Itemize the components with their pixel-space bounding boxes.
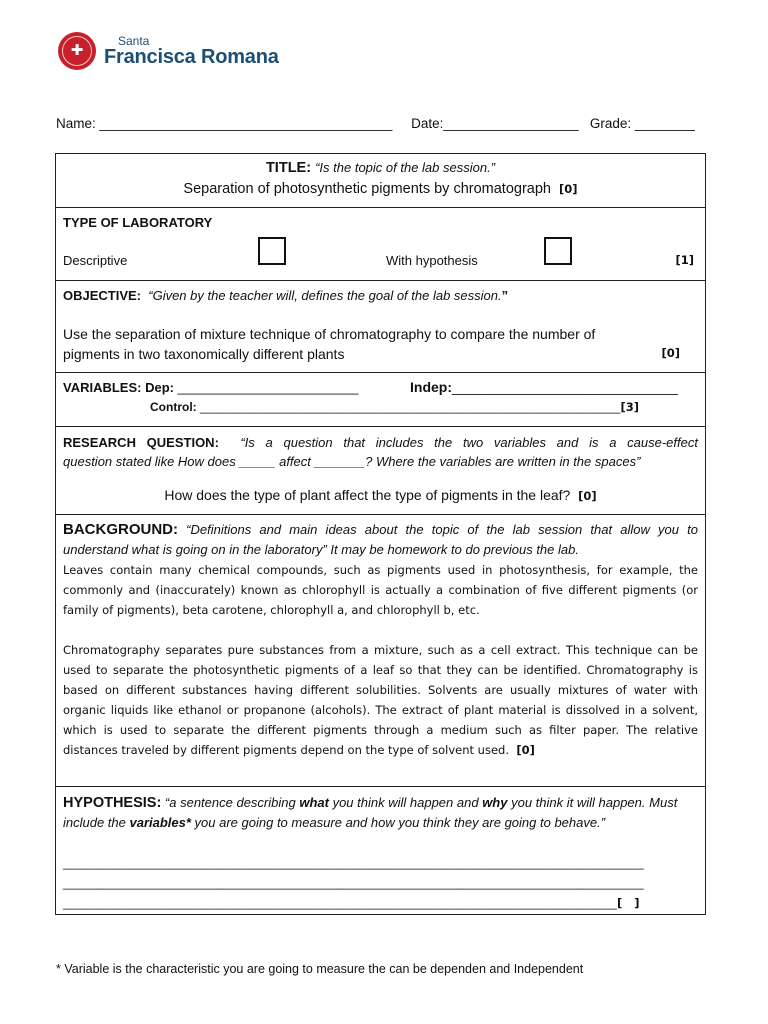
- title-hint: “Is the topic of the lab session.”: [315, 160, 496, 175]
- student-info-line: [56, 116, 716, 131]
- objective-hint: “Given by the teacher will, defines the goal of the lab session.: [148, 288, 502, 303]
- name-label: Name:: [56, 116, 96, 131]
- dep-field[interactable]: _________________________: [177, 380, 359, 395]
- option-descriptive-label: Descriptive: [63, 253, 128, 268]
- objective-line-1: Use the separation of mixture technique of chromatography to compare the number of: [63, 326, 596, 342]
- research-question-hint-1: “Is a question that includes the two variables and is a cause-effect: [240, 435, 698, 450]
- background-section: [56, 515, 705, 787]
- objective-section: OBJECTIVE: “Given by the teacher will, defines the goal of the lab session.” Use the separation of mixture technique of chromatography to compare the number of pigments in two taxonomically different plants [0]: [56, 281, 705, 373]
- hypothesis-checkbox[interactable]: [544, 237, 572, 265]
- objective-label: OBJECTIVE:: [63, 288, 142, 303]
- brand-small: Santa: [118, 34, 150, 48]
- hypothesis-section: HYPOTHESIS: “a sentence describing what you think will happen and why you think it will happen. Must include the variables* you are going to measure and how you think they are going to behave.” _______________________________________________________________________________________ _______________________________________________________________________________________ ___________________________________________________________________________________[ ]: [63, 795, 678, 910]
- brand-text: [104, 35, 279, 67]
- control-field[interactable]: _______________________________________________________________: [200, 400, 621, 414]
- title-label: TITLE:: [265, 160, 312, 176]
- date-field[interactable]: __________________: [443, 116, 579, 131]
- hypothesis-score: [ ]: [616, 896, 640, 910]
- indep-field[interactable]: _____________________________: [452, 379, 678, 395]
- background-hint: “Definitions and main ideas about the topic of the lab session that allow you to understand what is going on in the laboratory” It may be homework to do previous the lab.: [63, 522, 698, 557]
- hypothesis-label: HYPOTHESIS:: [63, 795, 162, 811]
- background-paragraph-1: Leaves contain many chemical compounds, such as pigments used in photosynthesis, for example, the commonly and (inaccurately) known as chlorophyll is actually a combination of five different pigments (or family of pigments), beta carotene, chlorophyll a, and chlorophyll b, etc.: [63, 563, 698, 617]
- title-score: [0]: [559, 182, 578, 196]
- footnote: * Variable is the characteristic you are going to measure the can be dependen and Independent: [56, 962, 584, 976]
- hypothesis-answer-line-3[interactable]: ___________________________________________________________________________________: [63, 896, 617, 910]
- name-field[interactable]: _______________________________________: [99, 116, 393, 131]
- indep-label: Indep:: [410, 379, 452, 395]
- objective-line-2: pigments in two taxonomically different plants: [63, 346, 345, 362]
- title-section: [56, 154, 705, 208]
- variables-score: [3]: [620, 400, 639, 414]
- research-question-text: How does the type of plant affect the type of pigments in the leaf?: [164, 487, 571, 503]
- grade-field[interactable]: ________: [634, 116, 695, 131]
- dep-label: VARIABLES: Dep:: [63, 380, 174, 395]
- lab-type-score: [1]: [675, 253, 694, 267]
- lab-report-form: [55, 153, 706, 915]
- descriptive-checkbox[interactable]: [258, 237, 286, 265]
- date-label: Date:: [411, 116, 444, 131]
- research-question-hint-2: question stated like How does _____ affect _______? Where the variables are written in the spaces”: [63, 454, 641, 469]
- brand-name: Francisca Romana: [104, 46, 279, 68]
- lab-type-label: TYPE OF LABORATORY: [63, 215, 213, 230]
- school-seal-icon: ✚: [58, 32, 96, 70]
- objective-score: [0]: [661, 346, 680, 360]
- research-question-label: RESEARCH QUESTION:: [63, 435, 219, 450]
- hypothesis-answer-line-2[interactable]: _______________________________________________________________________________________: [63, 876, 644, 890]
- background-paragraph-2: Chromatography separates pure substances from a mixture, such as a cell extract. This technique can be used to separate the photosynthetic pigments of a leaf so that they can be identified. Chromatography is based on different substances having different solubilities. Solvents are usually mixtures of water with organic liquids like ethanol or propanone (alcohols). The extract of plant material is dissolved in a solvent, which is used to separate the different pigments through a medium such as filter paper. The relative distances traveled by different pigments depend on the type of solvent used.: [63, 643, 698, 757]
- research-question-score: [0]: [578, 489, 597, 503]
- background-label: BACKGROUND:: [63, 521, 178, 538]
- grade-label: Grade:: [589, 116, 632, 131]
- option-hypothesis-label: With hypothesis: [386, 253, 478, 268]
- lab-type-section: [56, 208, 705, 281]
- background-score: [0]: [516, 743, 535, 757]
- research-question-section: [56, 427, 705, 515]
- hypothesis-answer-line-1[interactable]: _______________________________________________________________________________________: [63, 856, 644, 870]
- control-label: Control:: [150, 400, 197, 414]
- lab-title: Separation of photosynthetic pigments by chromatograph: [183, 181, 551, 197]
- variables-section: [56, 373, 705, 427]
- school-logo: [58, 32, 279, 70]
